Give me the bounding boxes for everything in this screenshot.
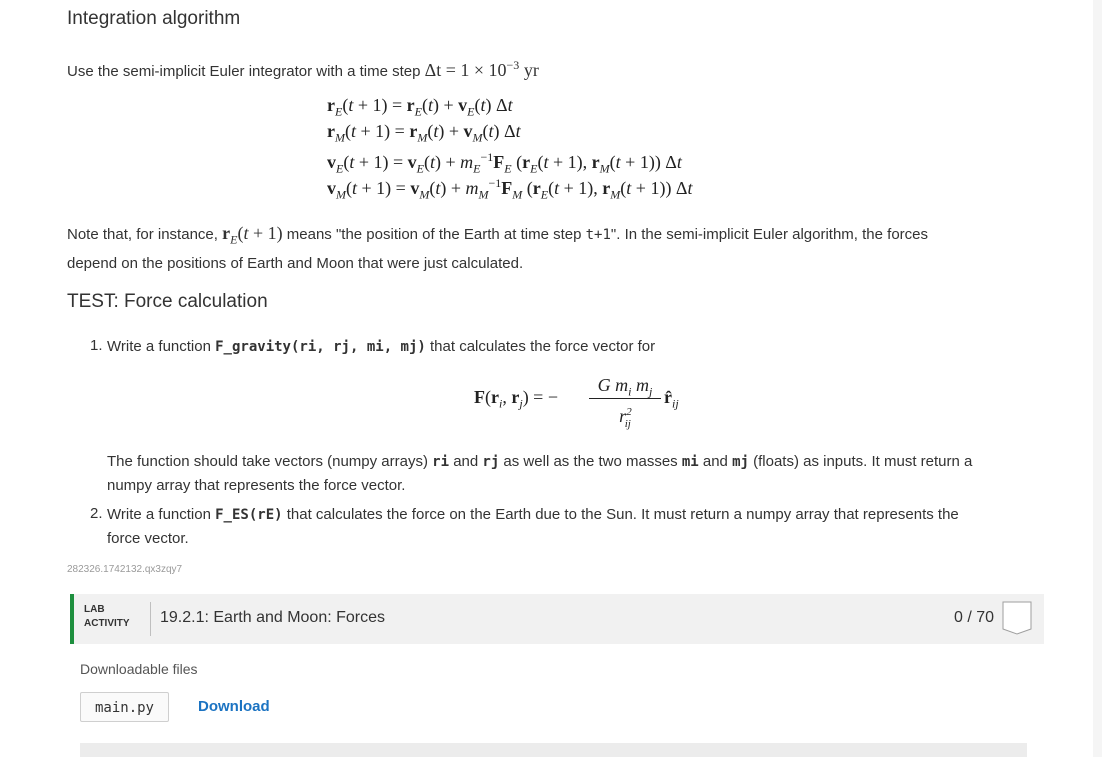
item2-line2: force vector. [107,530,189,547]
formula-fraction [589,373,661,430]
item1-para-e: (floats) as inputs. It must return a [753,453,973,470]
gravity-formula [474,373,714,433]
downloadable-files-label: Downloadable files [80,661,198,677]
note-line-1 [67,222,1067,252]
lab-title: 19.2.1: Earth and Moon: Forces [160,609,386,626]
formula-denominator: $r^2_{ij}$ [619,406,632,430]
timestep-unit: yr [519,60,539,80]
note-code: t+1 [585,227,611,243]
item1-desc-line1 [107,450,1067,474]
item1-para-d: and [702,453,728,470]
item2-line1 [107,503,1067,527]
item1-para-b: and [453,453,479,470]
item1-code: F_gravity(ri, rj, mi, mj) [215,339,426,355]
code-mj: mj [732,454,749,470]
item1-para-a: The function should take vectors (numpy arrays) [107,453,428,470]
section-heading-test: TEST: Force calculation [67,291,268,312]
equation-vM: $v_M(t + 1) = v_M(t) + m_M^{-1}F_M$ ($r_E(t + 1)$, $r_M(t + 1)$) Δt [327,176,693,202]
note-paragraph [67,222,1067,275]
formula-unit-vector: $r̂_{ij}$ [664,387,679,411]
formula-numerator: G $m_i$ $m_j$ [597,375,653,399]
item1-description [107,450,1067,497]
file-main-py[interactable]: main.py [80,692,169,722]
integrator-equations [327,92,847,202]
intro-text: Use the semi-implicit Euler integrator with a time step [67,63,421,80]
timestep-math [425,60,539,80]
item1-text-b: that calculates the force vector for [430,338,656,355]
item1-number: 1. [90,337,103,354]
code-rj: rj [482,454,500,470]
item1-line [107,335,655,359]
item2-text-a: Write a function [107,506,211,523]
note-suffix: ". In the semi-implicit Euler algorithm, the forces [610,226,929,243]
code-ri: ri [432,454,450,470]
section-heading-integration: Integration algorithm [67,8,241,29]
item2-description [107,503,1067,550]
item2-number: 2. [90,505,103,522]
lab-score: 0 / 70 [953,609,994,626]
completion-badge-icon [1002,601,1032,635]
note-middle: means "the position of the Earth at time step [282,226,586,243]
code-mi: mi [681,454,699,470]
item2-code: F_ES(rE) [215,507,283,523]
lab-tag-line1: LAB [84,604,105,615]
note-line-2: depend on the positions of Earth and Moon that were just calculated. [67,254,524,272]
equation-rE: $r_E(t + 1) = r_E(t) + v_E(t)$ Δt [327,95,513,119]
timestep-exponent: −3 [506,58,520,72]
activity-id: 282326.1742132.qx3zqy7 [67,564,183,575]
lab-tag-line2: ACTIVITY [84,618,130,629]
equation-vE: $v_E(t + 1) = v_E(t) + m_E^{-1}F_E$ ($r_E(t + 1)$, $r_M(t + 1)$) Δt [327,150,682,176]
note-math: $r_E(t + 1)$ [222,223,283,247]
item1-para-c: as well as the two masses [503,453,678,470]
note-prefix: Note that, for instance, [67,226,218,243]
lab-activity-header [70,594,1044,644]
timestep-paragraph [67,54,539,83]
item2-text-b: that calculates the force on the Earth due to the Sun. It must return a numpy array that represents the [286,506,959,523]
lab-tag [84,603,140,631]
editor-area-top [80,743,1027,757]
item1-text-a: Write a function [107,338,211,355]
lab-divider [150,602,151,636]
download-link[interactable]: Download [198,698,270,715]
page-right-edge [1093,0,1102,757]
item1-desc-line2: numpy array that represents the force vector. [107,477,406,494]
timestep-value: Δt = 1 × 10 [424,60,507,80]
equation-rM: $r_M(t + 1) = r_M(t) + v_M(t)$ Δt [327,121,521,145]
formula-lhs: $F(r_i$, $r_j$) = − [474,387,558,411]
